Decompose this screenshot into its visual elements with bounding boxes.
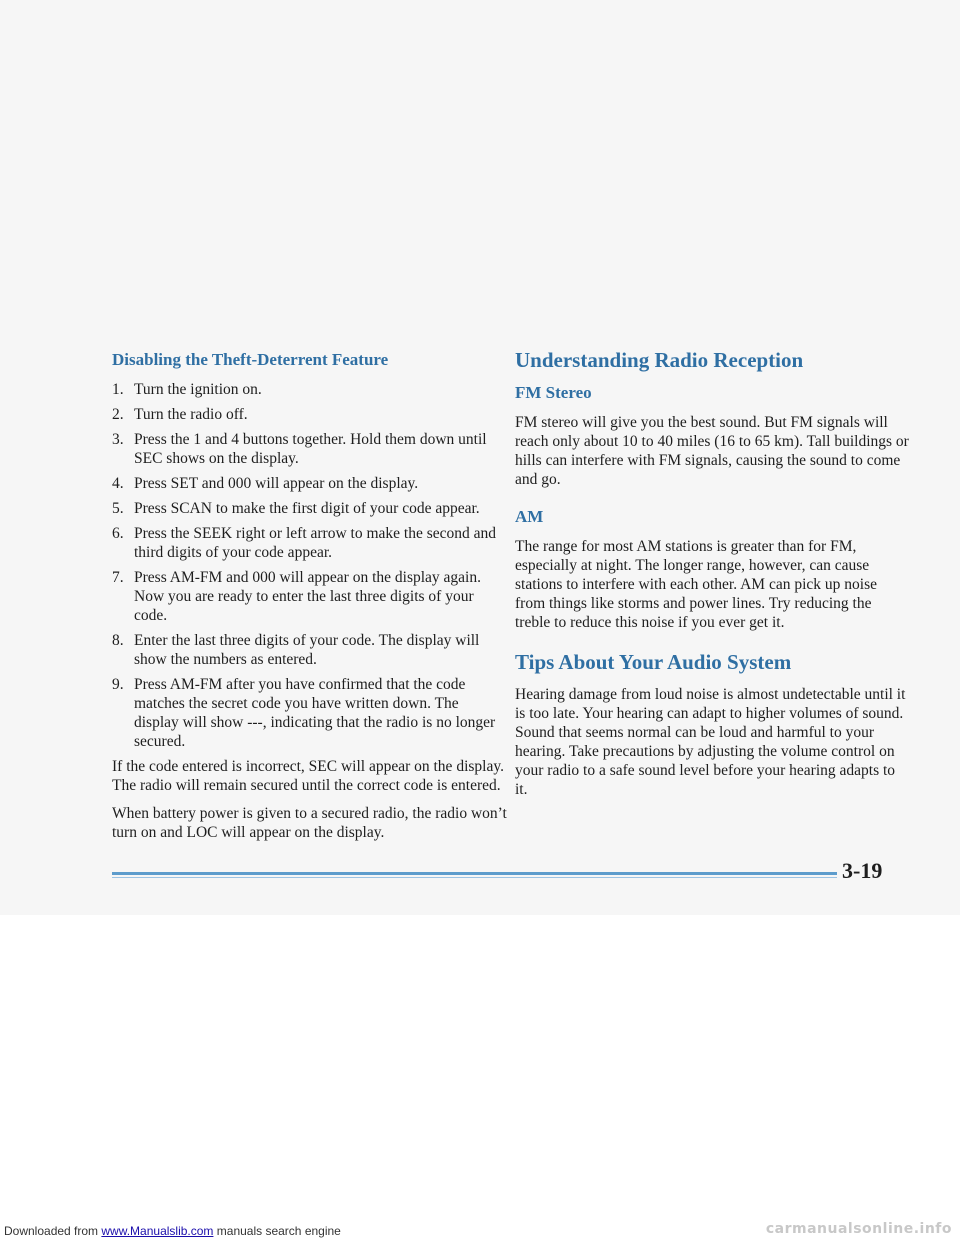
left-column xyxy=(112,350,507,851)
step-text: Turn the ignition on. xyxy=(134,381,262,398)
audio-tips-title: Tips About Your Audio System xyxy=(515,650,792,674)
step-text: Press SET and 000 will appear on the display. xyxy=(134,475,419,492)
audio-tips-paragraph: Hearing damage from loud noise is almost undetectable until it is too late. Your hearing can adapt to higher volumes of sound. Sound that seems normal can be loud and harmful to your hearing. Take precautions by adjusting the volume control on your radio to a safe sound level before your hearing adapts to it. xyxy=(515,686,906,798)
am-paragraph: The range for most AM stations is greater than for FM, especially at night. The longer range, however, can cause stations to interfere with each other. AM can pick up noise from things like storms and power lines. Try reducing the treble to reduce this noise if you ever get it. xyxy=(515,538,878,631)
step-text: Press AM-FM and 000 will appear on the display again. Now you are ready to enter the last three digits of your code. xyxy=(134,569,481,624)
step-number: 6. xyxy=(112,525,124,542)
steps-list xyxy=(112,380,507,751)
step-number: 1. xyxy=(112,381,124,398)
step-number: 4. xyxy=(112,475,124,492)
fm-stereo-heading: FM Stereo xyxy=(515,383,592,402)
footer-rule-thin xyxy=(112,877,837,878)
step-text: Enter the last three digits of your code. The display will show the numbers as entered. xyxy=(134,632,480,668)
list-item xyxy=(112,380,507,399)
step-text: Press the 1 and 4 buttons together. Hold them down until SEC shows on the display. xyxy=(134,431,487,467)
list-item xyxy=(112,568,507,625)
step-number: 3. xyxy=(112,431,124,448)
step-text: Turn the radio off. xyxy=(134,406,248,423)
footer-rule xyxy=(112,872,837,875)
step-number: 2. xyxy=(112,406,124,423)
step-number: 9. xyxy=(112,676,124,693)
step-text: Press the SEEK right or left arrow to make the second and third digits of your code appear. xyxy=(134,525,497,561)
manualslib-link[interactable]: www.Manualslib.com xyxy=(101,1224,214,1238)
footer-prefix: Downloaded from xyxy=(4,1224,102,1238)
watermark-logo: carmanualsonline.info xyxy=(765,1221,952,1237)
list-item xyxy=(112,430,507,468)
list-item xyxy=(112,405,507,424)
step-number: 5. xyxy=(112,500,124,517)
battery-power-paragraph: When battery power is given to a secured radio, the radio won’t turn on and LOC will appear on the display. xyxy=(112,805,507,841)
list-item xyxy=(112,631,507,669)
page-number: 3-19 xyxy=(842,858,883,883)
step-text: Press AM-FM after you have confirmed that the code matches the secret code you have written down. The display will show ---, indicating that the radio is no longer secured. xyxy=(134,676,496,750)
fm-stereo-paragraph: FM stereo will give you the best sound. But FM signals will reach only about 10 to 40 miles (16 to 65 km). Tall buildings or hills can interfere with FM signals, causing the sound to come and go. xyxy=(515,414,909,488)
theft-deterrent-heading: Disabling the Theft-Deterrent Feature xyxy=(112,350,389,369)
list-item xyxy=(112,524,507,562)
list-item xyxy=(112,474,507,493)
step-text: Press SCAN to make the first digit of your code appear. xyxy=(134,500,480,517)
radio-reception-title: Understanding Radio Reception xyxy=(515,348,804,372)
list-item xyxy=(112,675,507,751)
incorrect-code-paragraph: If the code entered is incorrect, SEC will appear on the display. The radio will remain secured until the correct code is entered. xyxy=(112,758,504,794)
step-number: 7. xyxy=(112,569,124,586)
footer-suffix: manuals search engine xyxy=(213,1224,341,1238)
right-column xyxy=(515,348,910,808)
am-heading: AM xyxy=(515,507,544,526)
step-number: 8. xyxy=(112,632,124,649)
download-footer xyxy=(4,1224,341,1238)
list-item xyxy=(112,499,507,518)
